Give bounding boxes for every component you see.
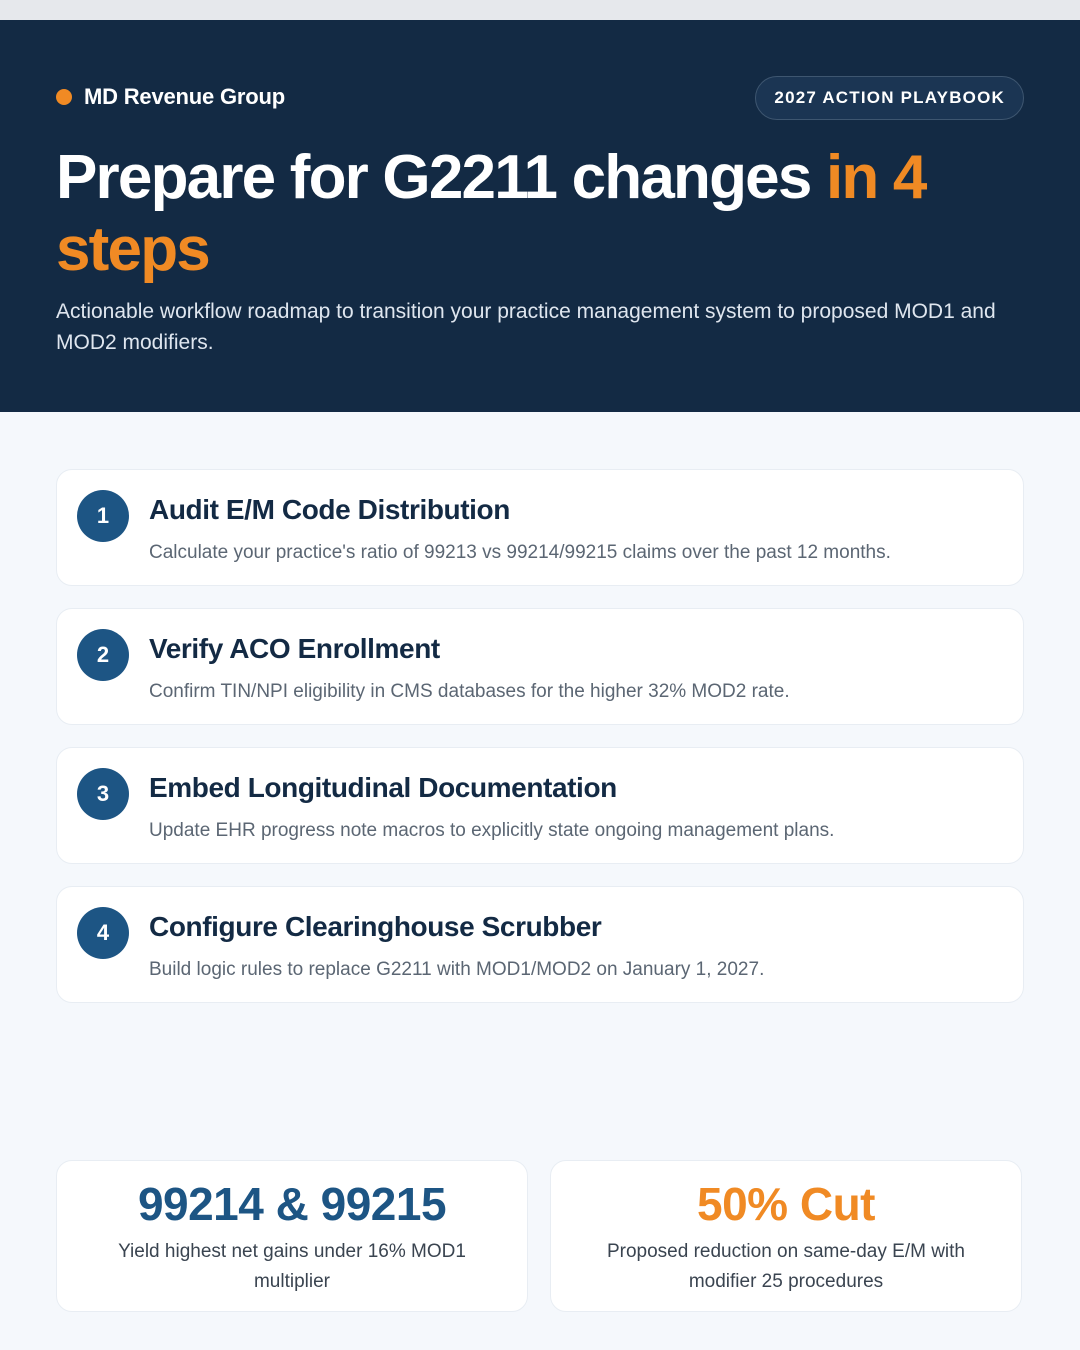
step-title: Configure Clearinghouse Scrubber (149, 911, 602, 942)
step-description: Update EHR progress note macros to explicitly state ongoing management plans. (149, 820, 835, 841)
step-number-badge: 3 (77, 768, 129, 820)
stat-value: 50% Cut (697, 1178, 875, 1230)
stat-label: Yield highest net gains under 16% MOD1 multiplier (118, 1241, 466, 1292)
title-main: Prepare for G2211 changes (56, 143, 826, 212)
title-accent: in 4 steps (56, 143, 926, 284)
step-card-2 (56, 608, 1024, 725)
stat-card-codes (56, 1160, 528, 1312)
page-subtitle: Actionable workflow roadmap to transition your practice management system to proposed MOD1 and MOD2 modifiers. (56, 300, 996, 354)
step-title: Verify ACO Enrollment (149, 633, 440, 664)
page-title (56, 142, 956, 286)
step-number-badge: 4 (77, 907, 129, 959)
hero-header (0, 20, 1080, 412)
brand-dot-icon (56, 89, 72, 105)
stat-value: 99214 & 99215 (137, 1178, 447, 1230)
step-number-badge: 1 (77, 490, 129, 542)
step-description: Confirm TIN/NPI eligibility in CMS databases for the higher 32% MOD2 rate. (149, 681, 790, 702)
top-strip (0, 0, 1080, 20)
stat-card-cut (550, 1160, 1022, 1312)
steps-list (56, 469, 1024, 1025)
step-title: Audit E/M Code Distribution (149, 494, 510, 525)
step-card-1 (56, 469, 1024, 586)
step-title: Embed Longitudinal Documentation (149, 772, 617, 803)
brand-name: MD Revenue Group (84, 84, 285, 109)
brand (56, 84, 285, 110)
step-description: Build logic rules to replace G2211 with MOD1/MOD2 on January 1, 2027. (149, 959, 765, 980)
stat-label: Proposed reduction on same-day E/M with modifier 25 procedures (606, 1241, 965, 1292)
playbook-badge: 2027 ACTION PLAYBOOK (755, 76, 1024, 120)
step-description: Calculate your practice's ratio of 99213 vs 99214/99215 claims over the past 12 months. (149, 542, 891, 563)
step-number-badge: 2 (77, 629, 129, 681)
step-card-4 (56, 886, 1024, 1003)
step-card-3 (56, 747, 1024, 864)
